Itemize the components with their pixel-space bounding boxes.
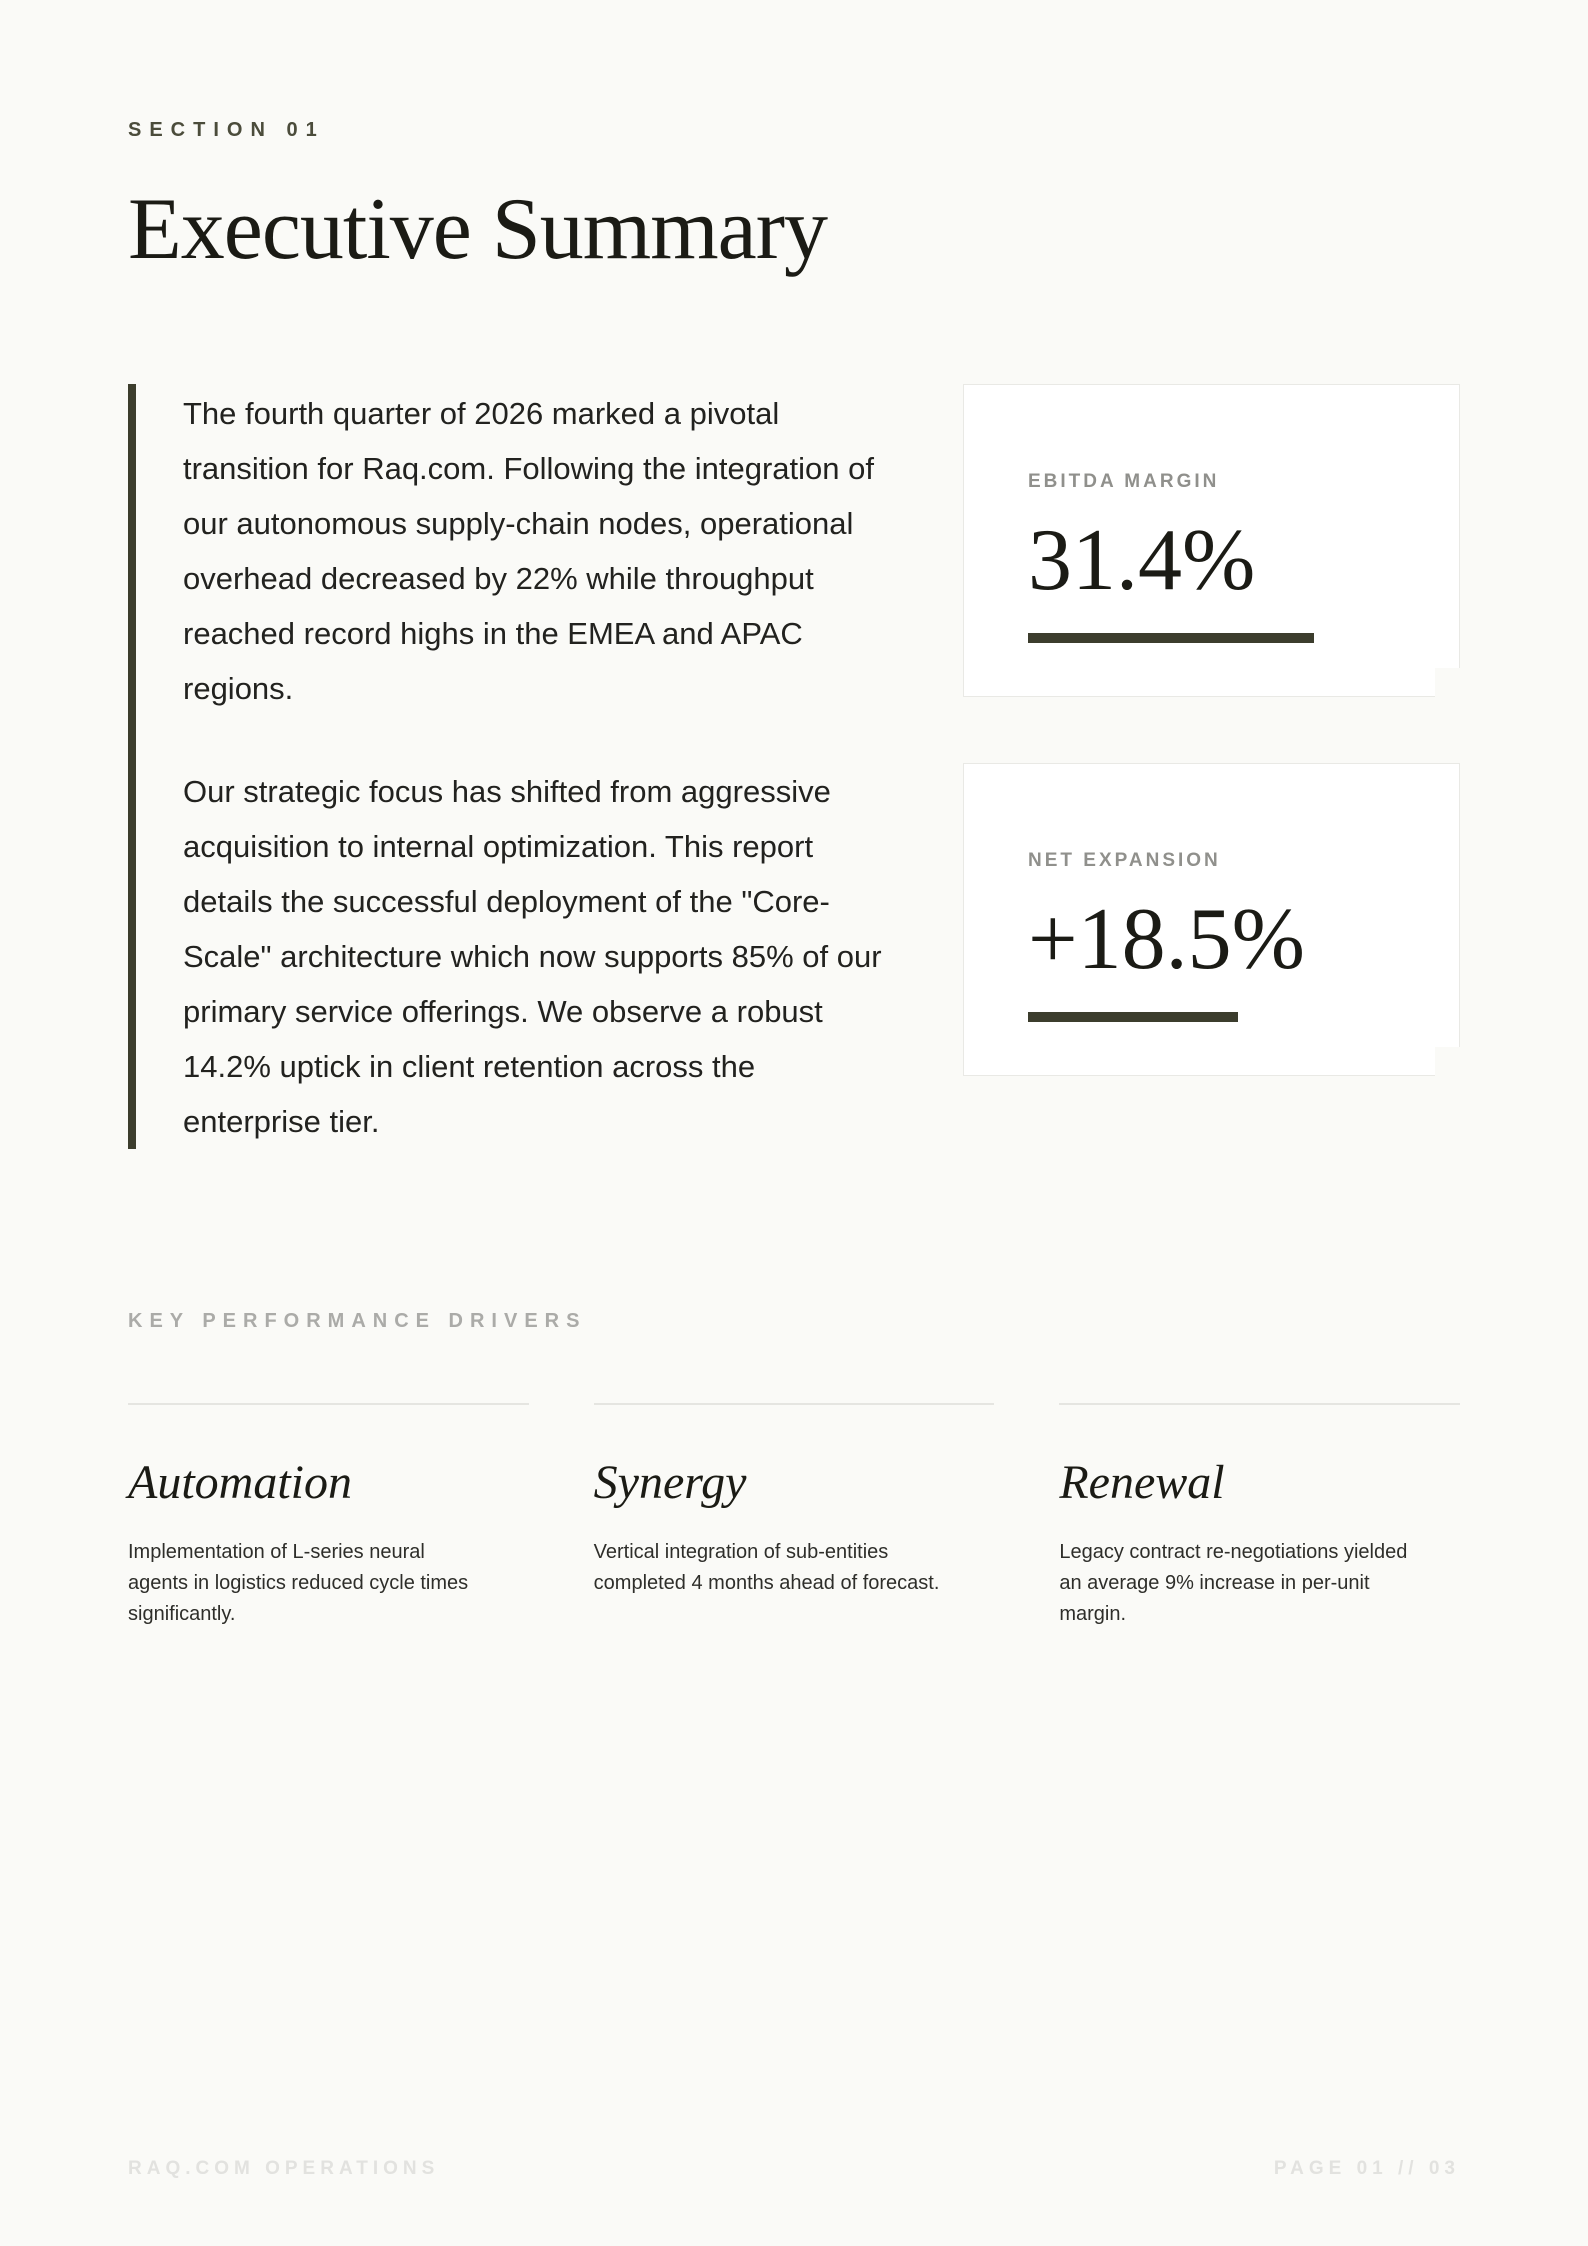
footer-left-text: RAQ.COM OPERATIONS xyxy=(128,2158,440,2179)
driver-title: Renewal xyxy=(1059,1456,1225,1509)
page-title: Executive Summary xyxy=(128,181,828,278)
drivers-section-label: KEY PERFORMANCE DRIVERS xyxy=(128,1310,587,1332)
driver-column-synergy xyxy=(594,1403,995,1630)
stat-value: 31.4% xyxy=(1028,512,1256,609)
summary-paragraph-1: The fourth quarter of 2026 marked a pivotal transition for Raq.com. Following the integration of our autonomous supply-chain nodes, operational overhead decreased by 22% while throughput reached record highs in the EMEA and APAC regions. xyxy=(183,396,874,706)
stat-underline-bar xyxy=(1028,633,1314,643)
driver-description: Vertical integration of sub-entities completed 4 months ahead of forecast. xyxy=(593,1541,940,1594)
driver-title: Synergy xyxy=(593,1456,747,1509)
content-row xyxy=(128,384,1460,1149)
drivers-grid xyxy=(128,1403,1460,1630)
stats-column xyxy=(963,384,1460,1076)
drivers-section xyxy=(128,1309,1460,1630)
driver-column-automation xyxy=(128,1403,529,1630)
stat-underline-bar xyxy=(1028,1012,1238,1022)
footer-right-text: PAGE 01 // 03 xyxy=(1273,2158,1460,2179)
stat-label: EBITDA MARGIN xyxy=(1028,471,1220,492)
driver-title: Automation xyxy=(128,1456,352,1509)
summary-blockquote xyxy=(128,384,888,1149)
section-label: SECTION 01 xyxy=(128,119,325,141)
driver-description: Legacy contract re-negotiations yielded an average 9% increase in per-unit margin. xyxy=(1059,1541,1408,1625)
stat-card-net-expansion xyxy=(963,763,1460,1076)
stat-label: NET EXPANSION xyxy=(1028,850,1221,871)
summary-paragraph-2: Our strategic focus has shifted from aggressive acquisition to internal optimization. This report details the successful deployment of the "Core-Scale" architecture which now supports 85% of our primary service offerings. We observe a robust 14.2% uptick in client retention across the enterprise tier. xyxy=(183,774,882,1139)
footer xyxy=(128,2156,1460,2182)
stat-value: +18.5% xyxy=(1028,891,1305,988)
driver-column-renewal xyxy=(1059,1403,1460,1630)
stat-card-ebitda-margin xyxy=(963,384,1460,697)
driver-description: Implementation of L-series neural agents in logistics reduced cycle times significantly. xyxy=(128,1541,469,1625)
